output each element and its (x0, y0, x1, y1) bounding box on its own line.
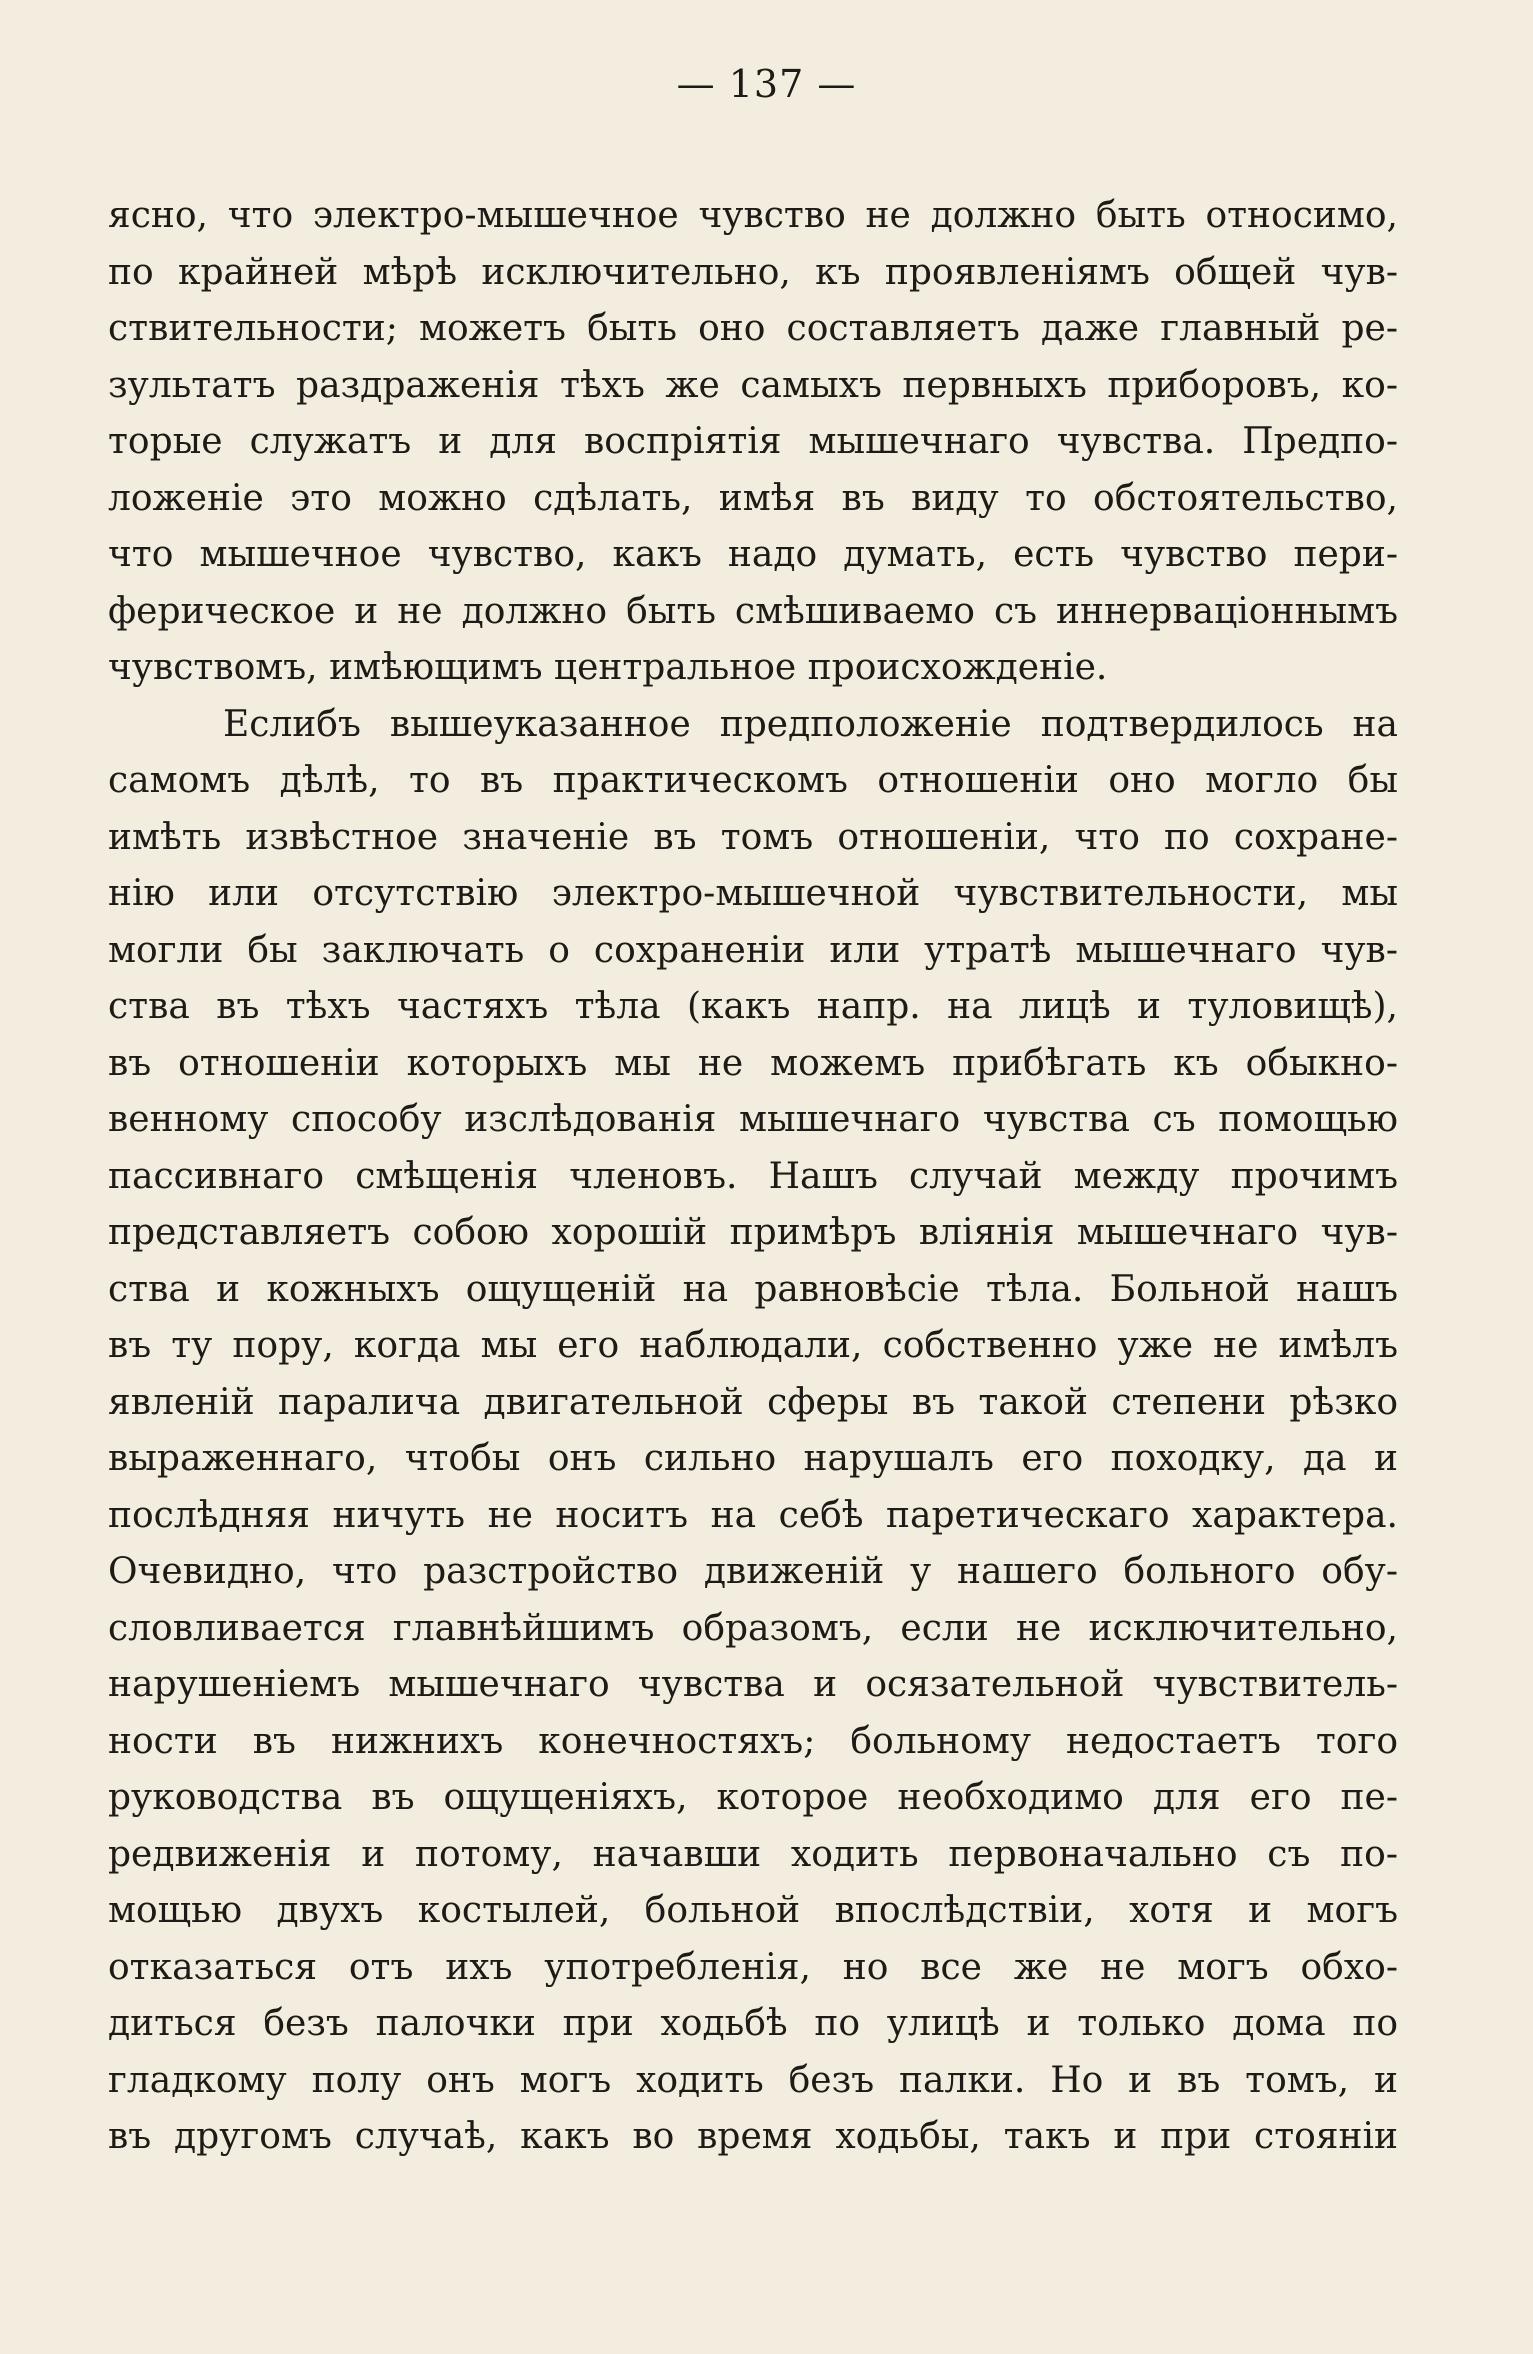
text-line: ложеніе это можно сдѣлать, имѣя въ виду то обстоятельство, (108, 477, 1398, 519)
body-text (108, 188, 1398, 2166)
text-line: въ отношеніи которыхъ мы не можемъ прибѣгать къ обыкно- (108, 1042, 1398, 1084)
text-line: въ ту пору, когда мы его наблюдали, собственно уже не имѣлъ (108, 1325, 1398, 1366)
text-line: самомъ дѣлѣ, то въ практическомъ отношеніи оно могло бы (108, 760, 1398, 801)
text-line: ности въ нижнихъ конечностяхъ; больному недостаетъ того (108, 1720, 1398, 1762)
text-line: послѣдняя ничуть не носитъ на себѣ паретическаго характера. (108, 1494, 1398, 1536)
text-line: по крайней мѣрѣ исключительно, къ проявленіямъ общей чув- (108, 251, 1398, 293)
text-line: торые служатъ и для воспріятія мышечнаго чувства. Предпо- (108, 421, 1398, 462)
text-line: венному способу изслѣдованія мышечнаго чувства съ помощью (108, 1099, 1398, 1140)
page-number: — 137 — (676, 62, 857, 106)
text-line: ства въ тѣхъ частяхъ тѣла (какъ напр. на лицѣ и туловищѣ), (108, 986, 1398, 1027)
text-line: ствительности; можетъ быть оно составляетъ даже главный ре- (108, 308, 1398, 349)
text-line: могли бы заключать о сохраненіи или утратѣ мышечнаго чув- (108, 929, 1398, 971)
text-line: явленій паралича двигательной сферы въ такой степени рѣзко (108, 1381, 1398, 1423)
text-line: имѣть извѣстное значеніе въ томъ отношеніи, что по сохране- (108, 816, 1398, 858)
text-line: Очевидно, что разстройство движеній у нашего больного обу- (108, 1551, 1398, 1592)
text-line: гладкому полу онъ могъ ходить безъ палки. Но и въ томъ, и (108, 2059, 1398, 2101)
text-line: ферическое и не должно быть смѣшиваемо съ иннерваціоннымъ (108, 590, 1398, 632)
text-line: руководства въ ощущеніяхъ, которое необходимо для его пе- (108, 1777, 1398, 1818)
text-line: что мышечное чувство, какъ надо думать, есть чувство пери- (108, 534, 1398, 575)
paragraph-1 (108, 188, 1398, 697)
text-line: Еслибъ вышеуказанное предположеніе подтвердилось на (223, 703, 1398, 745)
text-line: редвиженія и потому, начавши ходить первоначально съ по- (108, 1833, 1398, 1875)
paragraph-2 (108, 697, 1398, 2166)
text-line: въ другомъ случаѣ, какъ во время ходьбы, такъ и при стояніи (108, 2116, 1398, 2157)
text-line: нарушеніемъ мышечнаго чувства и осязательной чувствитель- (108, 1664, 1398, 1705)
text-line: диться безъ палочки при ходьбѣ по улицѣ и только дома по (108, 2003, 1398, 2044)
text-line: чувствомъ, имѣющимъ центральное происхожденіе. (108, 647, 1108, 688)
text-line: ясно, что электро-мышечное чувство не должно быть относимо, (108, 195, 1398, 236)
text-line: зультатъ раздраженія тѣхъ же самыхъ первныхъ приборовъ, ко- (108, 364, 1398, 406)
text-line: представляетъ собою хорошій примѣръ вліянія мышечнаго чув- (108, 1212, 1398, 1253)
text-line: пассивнаго смѣщенія членовъ. Нашъ случай между прочимъ (108, 1155, 1398, 1197)
text-line: ства и кожныхъ ощущеній на равновѣсіе тѣла. Больной нашъ (108, 1268, 1398, 1310)
text-line: мощью двухъ костылей, больной впослѣдствіи, хотя и могъ (108, 1890, 1398, 1931)
text-line: нію или отсутствію электро-мышечной чувствительности, мы (108, 873, 1398, 914)
text-line: словливается главнѣйшимъ образомъ, если не исключительно, (108, 1607, 1398, 1649)
text-line: выраженнаго, чтобы онъ сильно нарушалъ его походку, да и (108, 1438, 1398, 1479)
text-line: отказаться отъ ихъ употребленія, но все же не могъ обхо- (108, 1946, 1398, 1988)
